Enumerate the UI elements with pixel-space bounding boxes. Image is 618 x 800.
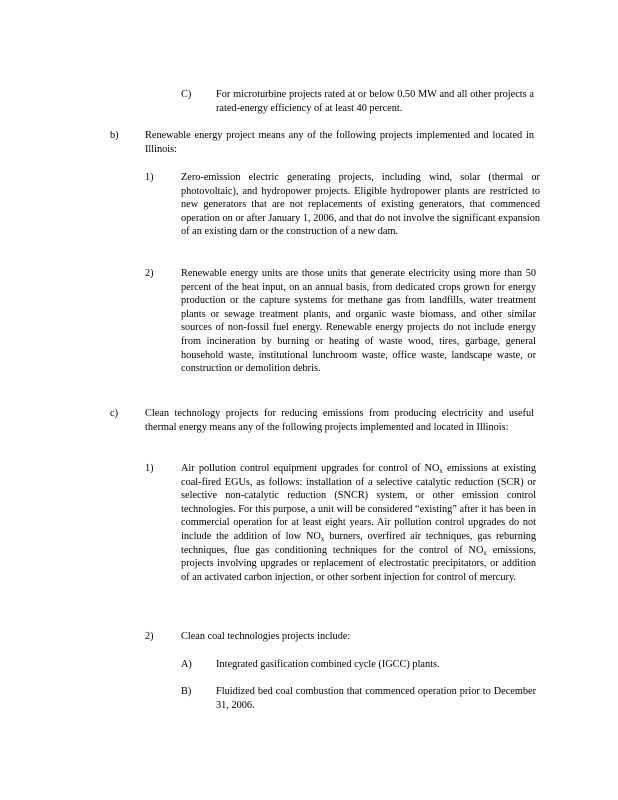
- item-label: c): [110, 408, 118, 419]
- item-text: Renewable energy units are those units that generate electricity using more than 50 percent of the heat input, on an annual basis, from dedicated crops grown for energy production or the capture systems for methane gas from landfills, water treatment plants or sewage treatment plants, and organic waste biomass, and other similar sources of non-fossil fuel energy. Renewable energy projects do not include energy from incineration by burning or heating of waste wood, tires, garbage, general household waste, institutional lunchroom waste, office waste, landscape waste, or construction or demolition debris.: [181, 268, 536, 375]
- item-label: 1): [145, 172, 154, 183]
- item-label: 2): [145, 631, 154, 642]
- item-text: Fluidized bed coal combustion that commenced operation prior to December 31, 2006.: [216, 686, 536, 711]
- item-label: C): [181, 89, 192, 100]
- item-text: Integrated gasification combined cycle (IGCC) plants.: [216, 659, 440, 670]
- item-text: Clean technology projects for reducing emissions from producing electricity and useful thermal energy means any of the following projects implemented and located in Illinois:: [145, 408, 534, 433]
- item-text: Renewable energy project means any of the following projects implemented and located in Illinois:: [145, 130, 534, 155]
- item-text: Clean coal technologies projects include:: [181, 631, 351, 642]
- item-label: b): [110, 130, 119, 141]
- item-label: A): [181, 659, 192, 670]
- item-text: Air pollution control equipment upgrades for control of $NO_x$ emissions at existing coal-fired EGUs, as follows: installation of a selective catalytic reduction (SCR) or selective non-catalytic reduction (SNCR) system, or other emission control technologies. For this purpose, a unit will be considered “existing” after it has been in commercial operation for at least eight years. Air pollution control upgrades do not include the addition of low $NO_x$ burners, overfired air techniques, gas reburning techniques, flue gas conditioning techniques for the control of $NO_x$ emissions, projects involving upgrades or replacement of electrostatic precipitators, or addition of an activated carbon injection, or other sorbent injection for control of mercury.: [181, 463, 536, 583]
- item-label: 1): [145, 463, 154, 474]
- item-label: 2): [145, 268, 154, 279]
- item-text: Zero-emission electric generating projects, including wind, solar (thermal or photovoltaic), and hydropower projects. Eligible hydropower plants are restricted to new generators that are not replacements of existing generators, that commenced operation on or after January 1, 2006, and that do not involve the significant expansion of an existing dam or the construction of a new dam.: [181, 172, 540, 238]
- item-text: For microturbine projects rated at or below 0.50 MW and all other projects a rated-energy efficiency of at least 40 percent.: [216, 89, 534, 114]
- item-label: B): [181, 686, 192, 697]
